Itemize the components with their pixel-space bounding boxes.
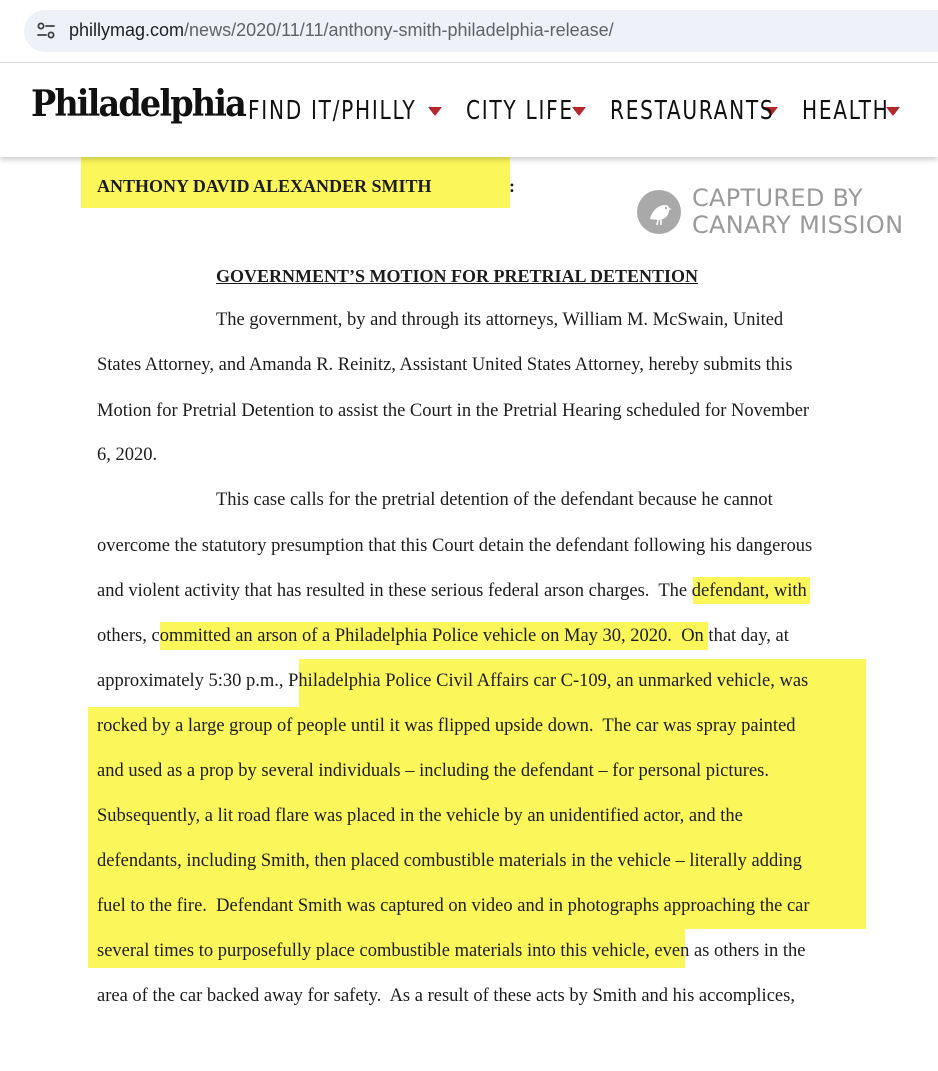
address-bar[interactable]: [24, 10, 938, 52]
p2-line-7: and used as a prop by several individuals – including the defendant – for personal pictures.: [97, 761, 769, 781]
watermark-line-2: CANARY MISSION: [692, 211, 904, 239]
canary-mission-watermark: [636, 185, 903, 239]
nav-item-restaurants[interactable]: [610, 96, 778, 126]
nav-item-find-it-philly[interactable]: [248, 96, 442, 126]
nav-label: CITY LIFE: [466, 96, 574, 126]
court-document: [0, 157, 938, 1071]
p2-line-5: [97, 671, 808, 692]
main-nav: [248, 91, 924, 131]
site-settings-icon[interactable]: [36, 21, 56, 41]
p2-line-4c: On that day, at: [671, 626, 789, 646]
canary-bird-icon: [636, 189, 682, 235]
p2-line-3b: The defendant: [658, 581, 765, 601]
nav-label: HEALTH: [802, 96, 890, 126]
p2-line-1: This case calls for the pretrial detention of the defendant because he cannot: [216, 490, 773, 510]
caption-colon: :: [509, 176, 515, 196]
dropdown-arrow-icon: [572, 107, 586, 116]
p2-line-11: [97, 941, 805, 962]
p2-line-5a: approximately 5:30 p.m.,: [97, 671, 289, 691]
p2-line-11b: even as others in the: [649, 941, 806, 961]
p2-line-4b: ommitted an arson of a Philadelphia Police vehicle on May 30, 2020.: [159, 626, 672, 646]
p2-line-10: fuel to the fire. Defendant Smith was captured on video and in photographs approaching the car: [97, 896, 810, 916]
p1-line-2: States Attorney, and Amanda R. Reinitz, Assistant United States Attorney, hereby submits this: [97, 355, 793, 375]
document-title: GOVERNMENT’S MOTION FOR PRETRIAL DETENTION: [216, 266, 699, 286]
nav-item-health[interactable]: [802, 96, 900, 126]
p1-line-1: The government, by and through its attorneys, William M. McSwain, United: [216, 310, 784, 330]
dropdown-arrow-icon: [428, 107, 442, 116]
url-domain: phillymag.com: [69, 20, 185, 40]
site-logo[interactable]: Philadelphia: [31, 83, 245, 125]
p2-line-3c: , with: [764, 581, 807, 601]
watermark-text: [692, 185, 903, 239]
p2-line-4: [97, 626, 789, 647]
url-path: /news/2020/11/11/anthony-smith-philadelphia-release/: [184, 20, 614, 40]
p2-line-3: [97, 581, 807, 602]
p2-line-4a: others, c: [97, 626, 160, 646]
p2-line-11a: several times to purposefully place combustible materials into this vehicle,: [97, 941, 650, 961]
site-header: [0, 62, 938, 157]
p2-line-9: defendants, including Smith, then placed combustible materials in the vehicle – literally adding: [97, 851, 802, 871]
watermark-line-1: CAPTURED BY: [692, 184, 863, 212]
nav-item-city-life[interactable]: [466, 96, 586, 126]
defendant-name: ANTHONY DAVID ALEXANDER SMITH: [97, 176, 432, 196]
p2-line-12: area of the car backed away for safety. As a result of these acts by Smith and his accomplices,: [97, 986, 795, 1006]
url-text[interactable]: [69, 20, 614, 41]
p2-line-6: rocked by a large group of people until it was flipped upside down. The car was spray painted: [97, 716, 796, 736]
nav-label: FIND IT/PHILLY: [248, 96, 417, 126]
browser-toolbar: [0, 0, 938, 62]
p2-line-5b: Philadelphia Police Civil Affairs car C-109, an unmarked vehicle, was: [288, 671, 809, 691]
p2-line-8: Subsequently, a lit road flare was placed in the vehicle by an unidentified actor, and the: [97, 806, 743, 826]
p1-line-3: Motion for Pretrial Detention to assist the Court in the Pretrial Hearing scheduled for November: [97, 401, 810, 421]
p2-line-3a: and violent activity that has resulted in these serious federal arson charges.: [97, 581, 659, 601]
nav-label: RESTAURANTS: [610, 96, 775, 126]
p1-line-4: 6, 2020.: [97, 445, 158, 465]
p2-line-2: overcome the statutory presumption that this Court detain the defendant following his dangerous: [97, 536, 813, 556]
